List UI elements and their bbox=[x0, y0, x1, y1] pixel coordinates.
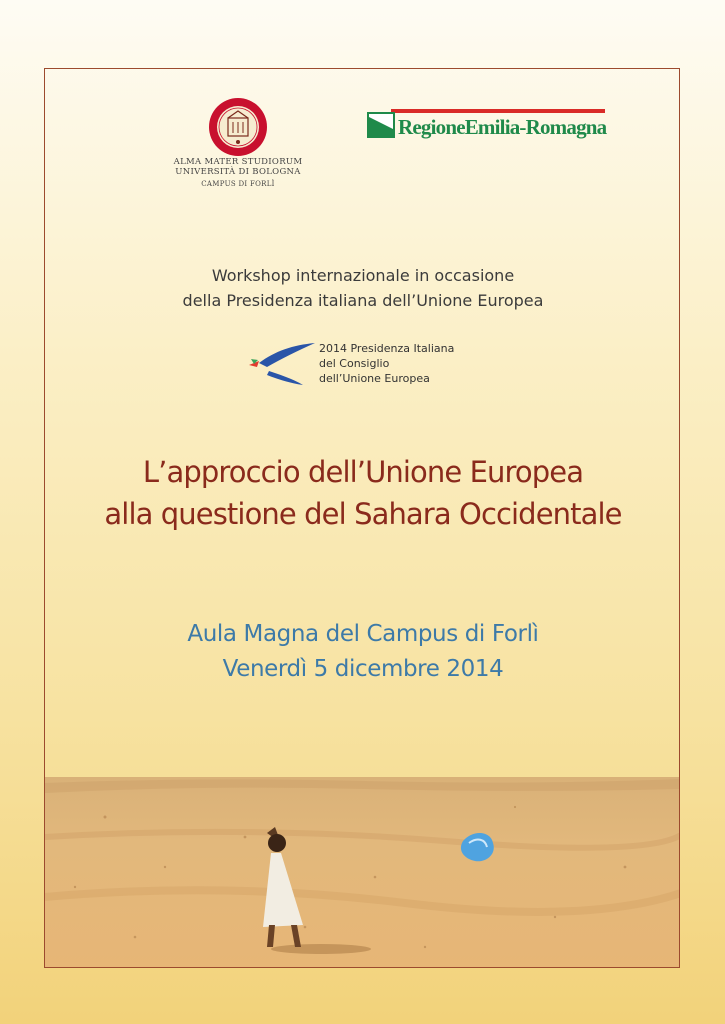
desert-photo bbox=[45, 777, 680, 968]
child-shadow bbox=[271, 944, 371, 954]
workshop-line-2: della Presidenza italiana dell’Unione Europea bbox=[182, 291, 544, 310]
poster-frame bbox=[44, 68, 680, 968]
presidency-logo bbox=[245, 339, 505, 389]
presidency-text bbox=[319, 341, 454, 386]
title-line-2: alla questione del Sahara Occidentale bbox=[104, 497, 622, 531]
venue-line: Aula Magna del Campus di Forlì bbox=[187, 621, 539, 647]
university-seal-icon bbox=[208, 97, 268, 157]
presidency-line-3: dell’Unione Europea bbox=[319, 372, 430, 385]
university-line-3: CAMPUS DI FORLÌ bbox=[201, 180, 275, 188]
title-line-1: L’approccio dell’Unione Europea bbox=[142, 455, 584, 489]
region-flag-icon bbox=[367, 109, 395, 139]
workshop-line-1: Workshop internazionale in occasione bbox=[211, 266, 515, 285]
workshop-subtitle bbox=[45, 263, 680, 313]
date-line: Venerdì 5 dicembre 2014 bbox=[222, 656, 504, 682]
region-red-bar bbox=[391, 109, 605, 113]
region-logo bbox=[367, 107, 611, 143]
event-title bbox=[45, 451, 680, 535]
university-line-2: UNIVERSITÀ DI BOLOGNA bbox=[175, 167, 301, 177]
presidency-line-2: del Consiglio bbox=[319, 357, 390, 370]
university-logo bbox=[173, 97, 303, 189]
swallow-icon bbox=[245, 341, 317, 387]
university-line-1: ALMA MATER STUDIORUM bbox=[173, 157, 303, 167]
region-name: RegioneEmilia-Romagna bbox=[398, 115, 607, 139]
presidency-line-1: 2014 Presidenza Italiana bbox=[319, 342, 455, 355]
event-venue-date bbox=[45, 617, 680, 687]
